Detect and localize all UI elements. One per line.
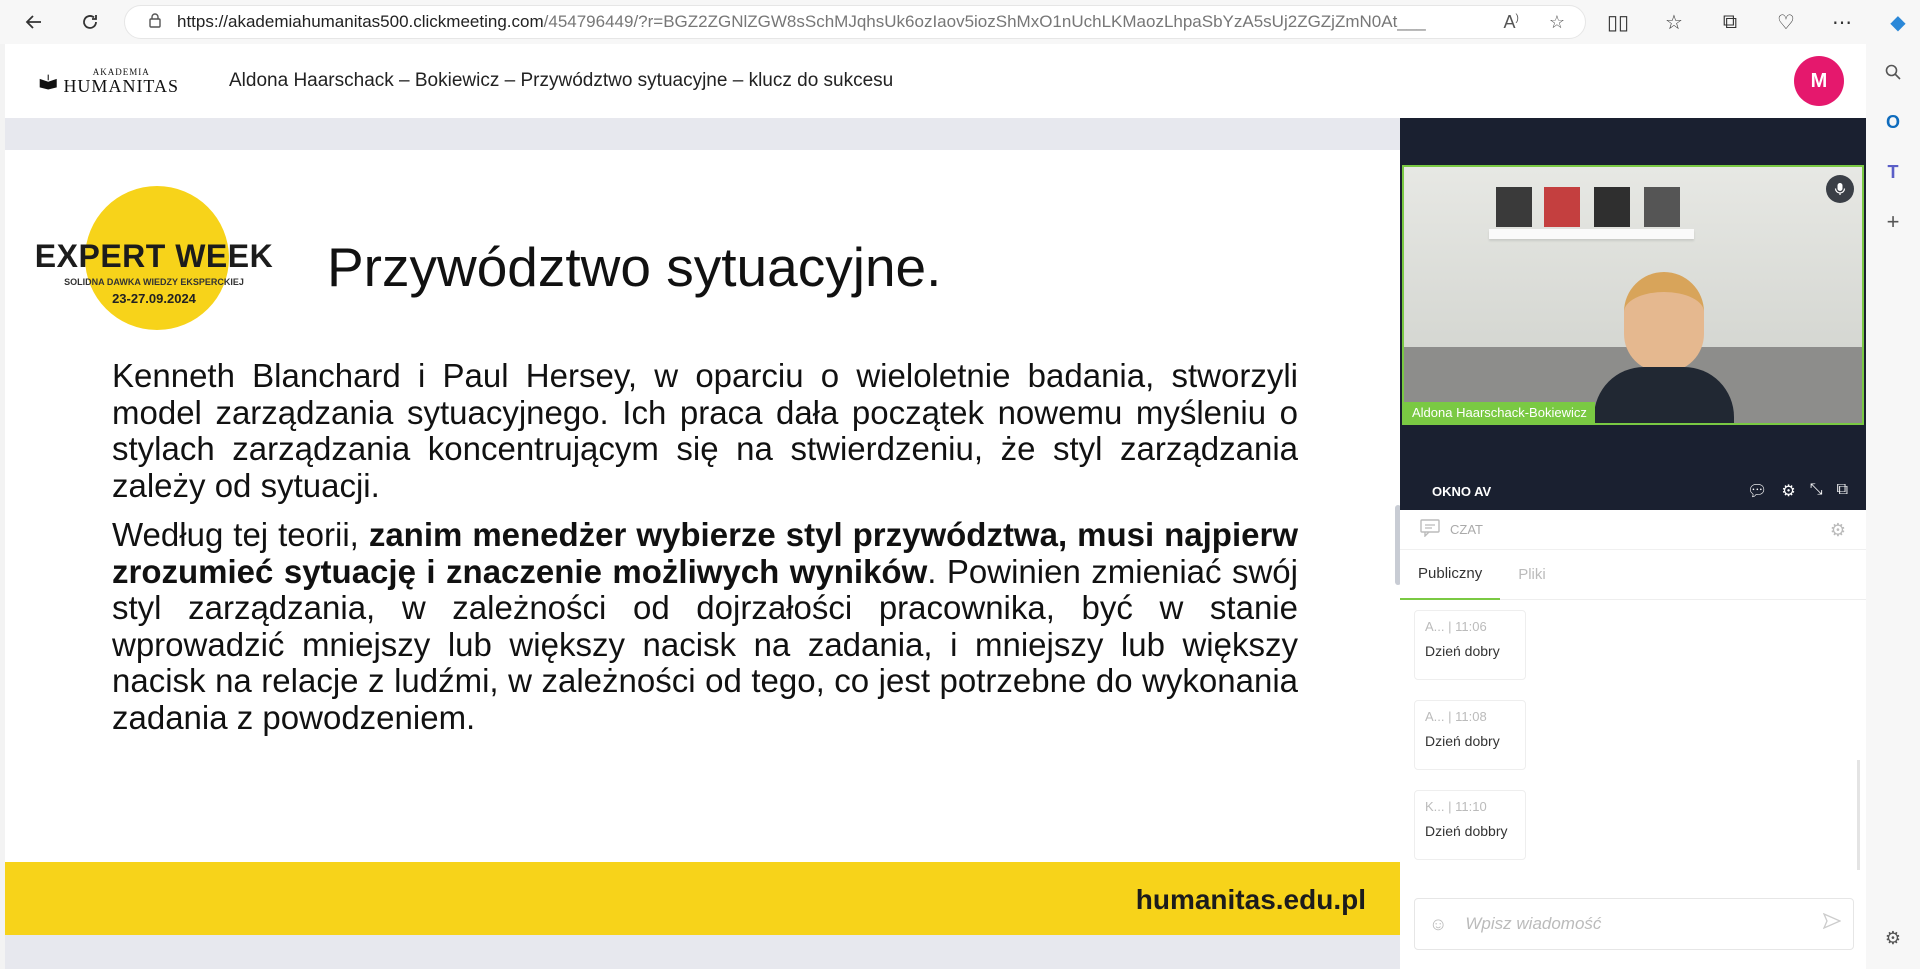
favorites-icon[interactable]: ☆ — [1665, 11, 1683, 34]
refresh-icon[interactable] — [72, 4, 108, 40]
settings-icon[interactable]: ⚙ — [1884, 927, 1902, 948]
video-book — [1644, 187, 1680, 227]
gear-icon[interactable]: ⚙ — [1781, 483, 1796, 500]
speaker-video[interactable] — [1402, 165, 1864, 425]
tab-public[interactable]: Publiczny — [1400, 550, 1500, 600]
url-text[interactable]: https://akademiahumanitas500.clickmeeting.com/454796449/?r=BGZ2ZGNlZGW8sSchMJqhsUk6ozIaov5iozShMxO1nUchLKMaozLhpaSbYzA5sUj2ZGZjZmN0At___ — [177, 12, 1426, 31]
app-header — [5, 44, 1866, 118]
chat-bubble-icon[interactable]: 💬︎ — [1747, 483, 1768, 500]
speaker-figure — [1594, 272, 1734, 425]
lock-icon[interactable] — [147, 12, 163, 33]
outlook-icon[interactable]: O — [1885, 111, 1900, 132]
message-meta: K... | 11:10 — [1425, 799, 1487, 814]
slide-paragraph: Według tej teorii, zanim menedżer wybierze styl przywództwa, musi najpierw zrozumieć sytuację i znaczenie możliwych wyników. Powinien zmieniać swój styl zarządzania, w zależności od dojrzałości pracownika, być w stanie wprowadzić mniejszy lub większy nacisk na zadania, i mniejszy lub większy nacisk na relacje z ludźmi, w zależności od tego, co jest potrzebne do wykonania zadania z powodzeniem. — [112, 516, 1298, 736]
chat-icon — [1420, 519, 1440, 540]
chat-title: CZAT — [1450, 522, 1483, 537]
badge-title: EXPERT WEEK — [34, 238, 274, 274]
video-book — [1496, 187, 1532, 227]
more-icon[interactable]: ⋯ — [1832, 11, 1852, 34]
popout-icon[interactable]: ⧉ — [1836, 481, 1848, 498]
message-text: Dzień dobry — [1425, 733, 1500, 749]
slide-title: Przywództwo sytuacyjne. — [327, 236, 942, 298]
search-icon[interactable] — [1879, 58, 1907, 86]
slide-body — [112, 358, 1298, 749]
message-meta: A... | 11:08 — [1425, 709, 1487, 724]
chat-message — [1414, 610, 1526, 680]
av-toolbar — [1400, 473, 1866, 510]
humanitas-logo[interactable] — [39, 59, 179, 103]
book-logo-icon — [39, 70, 57, 92]
emoji-icon[interactable]: ☺ — [1429, 913, 1448, 934]
video-panel — [1400, 118, 1866, 510]
slide — [5, 150, 1400, 935]
send-icon[interactable] — [1823, 913, 1841, 934]
video-shelf — [1489, 229, 1694, 239]
message-meta: A... | 11:06 — [1425, 619, 1487, 634]
edge-sidebar — [1866, 44, 1920, 969]
expert-week-badge — [33, 184, 275, 334]
badge-date: 23-27.09.2024 — [112, 291, 196, 306]
message-text: Dzień dobry — [1425, 643, 1500, 659]
badge-subtitle: SOLIDNA DAWKA WIEDZY EKSPERCKIEJ — [64, 277, 244, 287]
chat-tabs — [1400, 550, 1866, 600]
chat-message — [1414, 790, 1526, 860]
back-arrow-icon[interactable] — [16, 4, 52, 40]
footer-url: humanitas.edu.pl — [1135, 884, 1366, 915]
chat-header — [1400, 510, 1866, 550]
add-icon[interactable]: + — [1886, 209, 1900, 234]
copilot-icon[interactable]: ◆ — [1890, 11, 1906, 34]
chat-scrollbar[interactable] — [1857, 760, 1860, 870]
message-input[interactable] — [1465, 914, 1795, 934]
address-bar[interactable] — [124, 5, 1586, 39]
logo-small-text: AKADEMIA — [92, 66, 150, 77]
video-book — [1594, 187, 1630, 227]
meeting-title: Aldona Haarschack – Bokiewicz – Przywództwo sytuacyjne – klucz do sukcesu — [229, 70, 894, 91]
favorite-star-icon[interactable]: ☆ — [1548, 12, 1565, 32]
video-book — [1544, 187, 1580, 227]
browser-toolbar — [0, 0, 1920, 44]
collections-icon[interactable]: ⧉ — [1722, 10, 1738, 33]
speaker-name-tag: Aldona Haarschack-Bokiewicz — [1404, 402, 1595, 423]
logo-big-text: HUMANITAS — [63, 75, 179, 96]
chat-input-box[interactable] — [1414, 898, 1854, 950]
microphone-icon[interactable] — [1826, 175, 1854, 203]
presentation-area — [5, 118, 1400, 969]
tab-files[interactable]: Pliki — [1518, 566, 1546, 583]
avatar[interactable]: M — [1794, 56, 1844, 106]
teams-icon[interactable]: T — [1887, 161, 1899, 182]
slide-footer — [5, 862, 1400, 935]
message-text: Dzień dobbry — [1425, 823, 1508, 839]
read-aloud-icon[interactable]: A) — [1503, 12, 1519, 32]
slide-paragraph: Kenneth Blanchard i Paul Hersey, w oparciu o wieloletnie badania, stworzyli model zarządzania sytuacyjnego. Ich praca dała początek nowemu myśleniu o stylach zarządzania koncentrującym się na stwierdzeniu, że styl zarządzania zależy od sytuacji. — [112, 357, 1298, 504]
performance-icon[interactable]: ♡ — [1777, 11, 1795, 34]
av-window-label: OKNO AV — [1432, 484, 1492, 499]
chat-panel — [1400, 510, 1866, 969]
split-screen-icon[interactable]: ▯▯ — [1606, 11, 1629, 34]
minimize-window-icon[interactable]: ⤡ — [1809, 481, 1823, 498]
chat-settings-icon[interactable]: ⚙ — [1829, 520, 1846, 540]
chat-message — [1414, 700, 1526, 770]
